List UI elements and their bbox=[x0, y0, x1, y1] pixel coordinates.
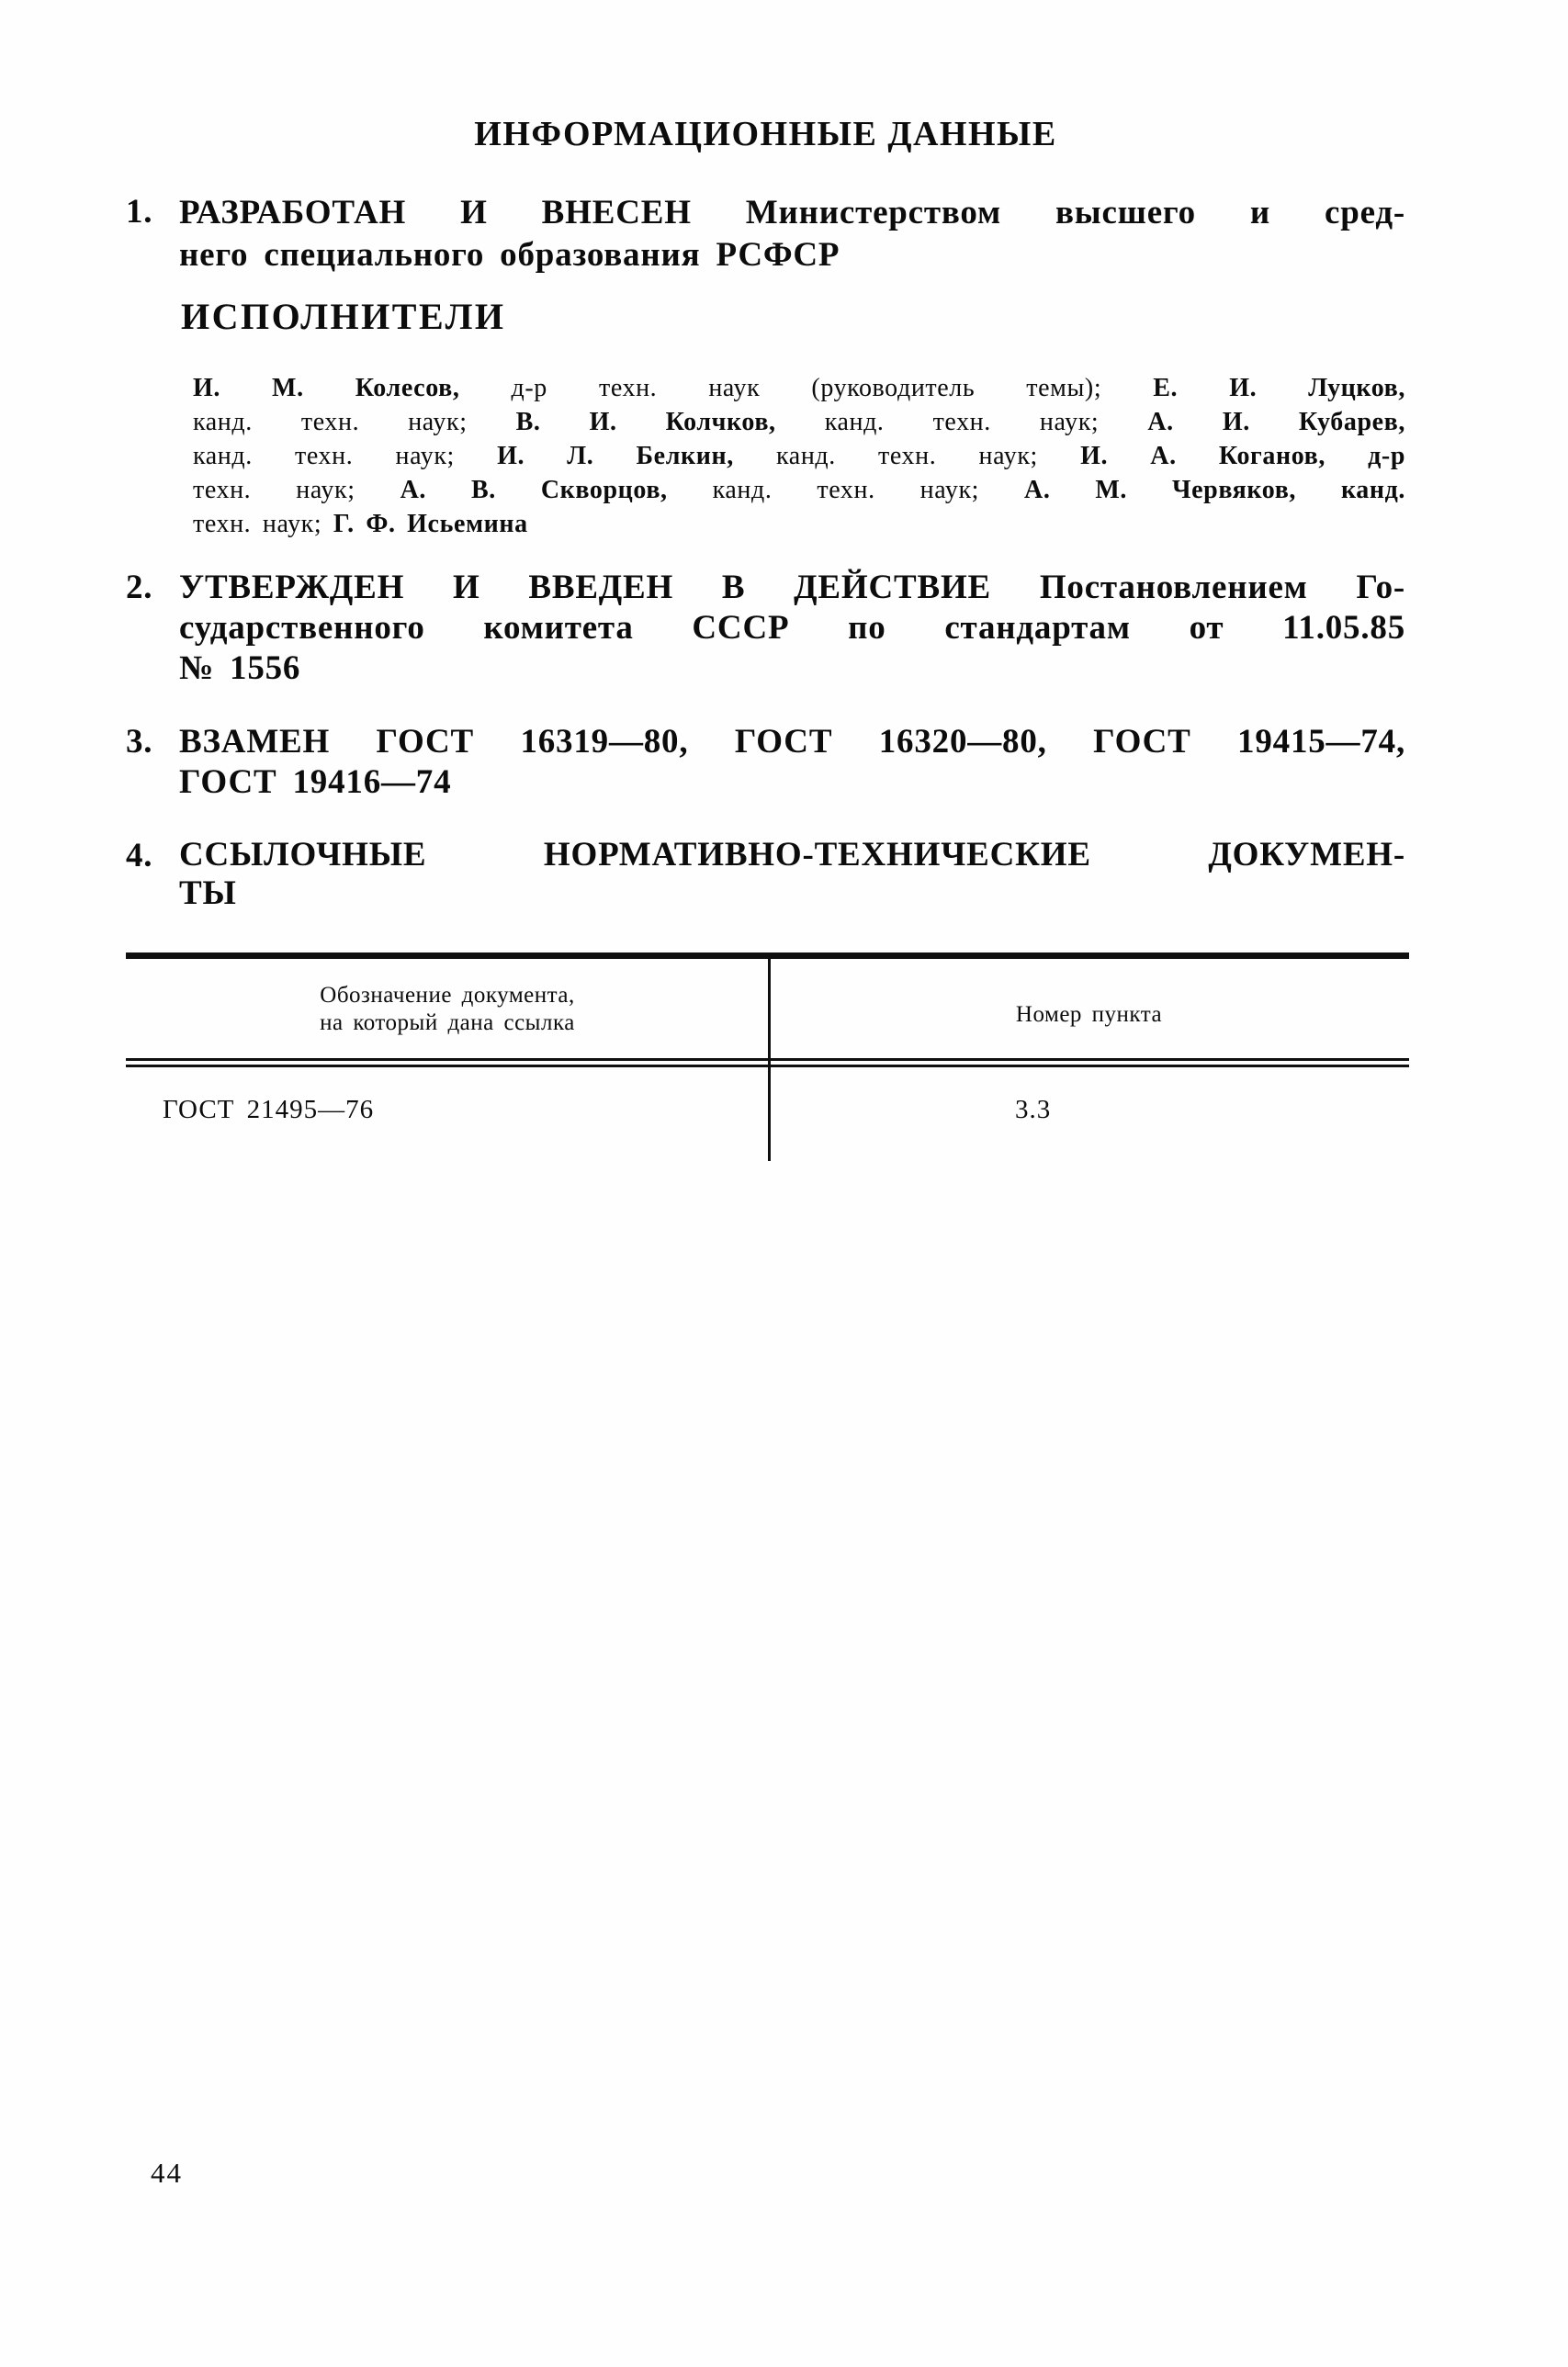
table-cell-document: ГОСТ 21495—76 bbox=[163, 1095, 375, 1124]
table-col1-header bbox=[126, 982, 769, 1037]
table-top-border bbox=[126, 952, 1409, 959]
page-number: 44 bbox=[151, 2157, 183, 2189]
section-line: УТВЕРЖДЕН И ВВЕДЕН В ДЕЙСТВИЕ Постановлением Го- bbox=[179, 569, 1405, 606]
table-col2-header: Номер пункта bbox=[1015, 1002, 1163, 1027]
section-4-text bbox=[179, 836, 1405, 913]
table-col1-header-line: на который дана ссылка bbox=[320, 1010, 575, 1035]
executors-paragraph bbox=[193, 371, 1405, 541]
section-1-number: 1. bbox=[126, 193, 153, 231]
section-3-text bbox=[179, 722, 1405, 803]
section-4 bbox=[126, 836, 1405, 913]
section-line: ВЗАМЕН ГОСТ 16319—80, ГОСТ 16320—80, ГОСТ 19415—74, bbox=[179, 723, 1405, 761]
table-column-divider bbox=[768, 959, 771, 1161]
section-line: ТЫ bbox=[179, 874, 237, 912]
table-cell-clause: 3.3 bbox=[1015, 1095, 1052, 1124]
section-2 bbox=[126, 568, 1405, 689]
section-line: ССЫЛОЧНЫЕ НОРМАТИВНО-ТЕХНИЧЕСКИЕ ДОКУМЕН- bbox=[179, 836, 1405, 874]
section-4-number: 4. bbox=[126, 837, 153, 874]
section-3-number: 3. bbox=[126, 723, 153, 761]
section-line: сударственного комитета СССР по стандартам от 11.05.85 bbox=[179, 609, 1405, 647]
table-col1-header-line: Обозначение документа, bbox=[320, 983, 575, 1008]
executors-line: канд. техн. наук; И. Л. Белкин, канд. техн. наук; И. А. Коганов, д-р bbox=[193, 442, 1405, 470]
section-1-text bbox=[179, 192, 1405, 276]
section-line: ГОСТ 19416—74 bbox=[179, 763, 452, 801]
section-line: него специального образования РСФСР bbox=[179, 236, 840, 274]
executors-line: И. М. Колесов, д-р техн. наук (руководитель темы); Е. И. Луцков, bbox=[193, 374, 1405, 402]
executors-line: техн. наук; А. В. Скворцов, канд. техн. наук; А. М. Червяков, канд. bbox=[193, 476, 1406, 504]
section-1 bbox=[126, 192, 1405, 276]
executors-line: техн. наук; Г. Ф. Исьемина bbox=[193, 510, 528, 538]
executors-heading: ИСПОЛНИТЕЛИ bbox=[181, 296, 506, 337]
section-line: № 1556 bbox=[179, 649, 301, 687]
page-title: ИНФОРМАЦИОННЫЕ ДАННЫЕ bbox=[474, 115, 1057, 153]
section-2-text bbox=[179, 568, 1405, 689]
section-2-number: 2. bbox=[126, 569, 153, 606]
section-line: РАЗРАБОТАН И ВНЕСЕН Министерством высшего и сред- bbox=[179, 194, 1405, 231]
executors-line: канд. техн. наук; В. И. Колчков, канд. техн. наук; А. И. Кубарев, bbox=[193, 408, 1406, 436]
section-3 bbox=[126, 722, 1405, 803]
